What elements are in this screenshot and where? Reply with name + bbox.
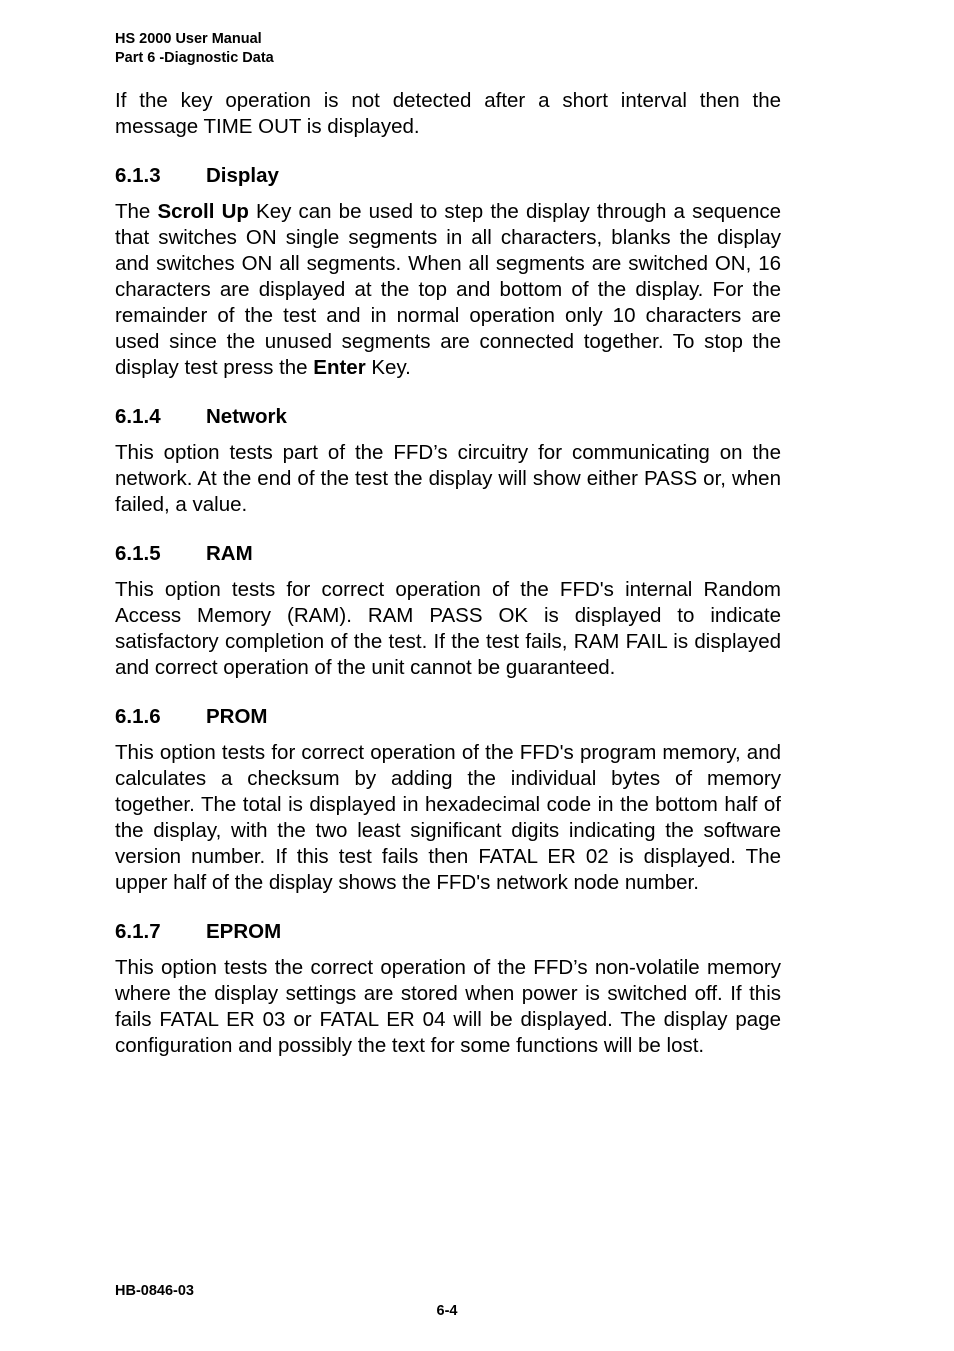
page-content — [115, 88, 781, 1059]
enter-key-name: Enter — [313, 356, 366, 379]
intro-section — [115, 88, 781, 140]
prom-paragraph: This option tests for correct operation of the FFD's program memory, and calculates a checksum by adding the individual bytes of memory together. The total is displayed in hexadecimal code in the bottom half of the display, with the two least significant digits indicating the software version number. If this test fails then FATAL ER 02 is displayed. The upper half of the display shows the FFD's network node number. — [115, 741, 781, 894]
section-title: Display — [206, 164, 279, 187]
section-prom — [115, 704, 781, 896]
display-text-2: Key can be used to step the display through a sequence that switches ON single segments in all characters, blanks the display and switches ON all segments. When all segments are switched ON, 16 characters are displayed at the top and bottom of the display. For the remainder of the test and in normal operation only 10 characters are used since the unused segments are connected together. To stop the display test press the — [115, 200, 781, 379]
section-heading-prom — [115, 704, 781, 730]
section-display — [115, 163, 781, 381]
display-paragraph — [115, 199, 781, 381]
section-number: 6.1.4 — [115, 405, 161, 428]
document-number: HB-0846-03 — [115, 1283, 194, 1299]
manual-title: HS 2000 User Manual — [115, 31, 262, 47]
scroll-up-key-name: Scroll Up — [157, 200, 249, 223]
section-number: 6.1.6 — [115, 705, 161, 728]
section-title: PROM — [206, 705, 268, 728]
section-number: 6.1.5 — [115, 542, 161, 565]
section-heading-ram — [115, 541, 781, 567]
section-title: EPROM — [206, 920, 282, 943]
section-heading-display — [115, 163, 781, 189]
page-number: 6-4 — [436, 1303, 458, 1319]
section-heading-network — [115, 404, 781, 430]
section-eprom — [115, 919, 781, 1059]
network-paragraph: This option tests part of the FFD’s circuitry for communicating on the network. At the end of the test the display will show either PASS or, when failed, a value. — [115, 441, 781, 516]
section-number: 6.1.3 — [115, 164, 161, 187]
section-title: RAM — [206, 542, 253, 565]
display-text-1: The — [115, 200, 158, 223]
section-heading-eprom — [115, 919, 781, 945]
section-title: Network — [206, 405, 287, 428]
part-title: Part 6 -Diagnostic Data — [115, 50, 274, 66]
display-text-3: Key. — [365, 356, 411, 379]
intro-paragraph: If the key operation is not detected after a short interval then the message TIME OUT is displayed. — [115, 89, 781, 138]
section-network — [115, 404, 781, 518]
running-header — [115, 30, 274, 68]
section-number: 6.1.7 — [115, 920, 161, 943]
ram-paragraph: This option tests for correct operation of the FFD's internal Random Access Memory (RAM). RAM PASS OK is displayed to indicate satisfactory completion of the test. If the test fails, RAM FAIL is displayed and correct operation of the unit cannot be guaranteed. — [115, 578, 781, 679]
eprom-paragraph: This option tests the correct operation of the FFD’s non-volatile memory where the display settings are stored when power is switched off. If this fails FATAL ER 03 or FATAL ER 04 will be displayed. The display page configuration and possibly the text for some functions will be lost. — [115, 956, 781, 1057]
section-ram — [115, 541, 781, 681]
